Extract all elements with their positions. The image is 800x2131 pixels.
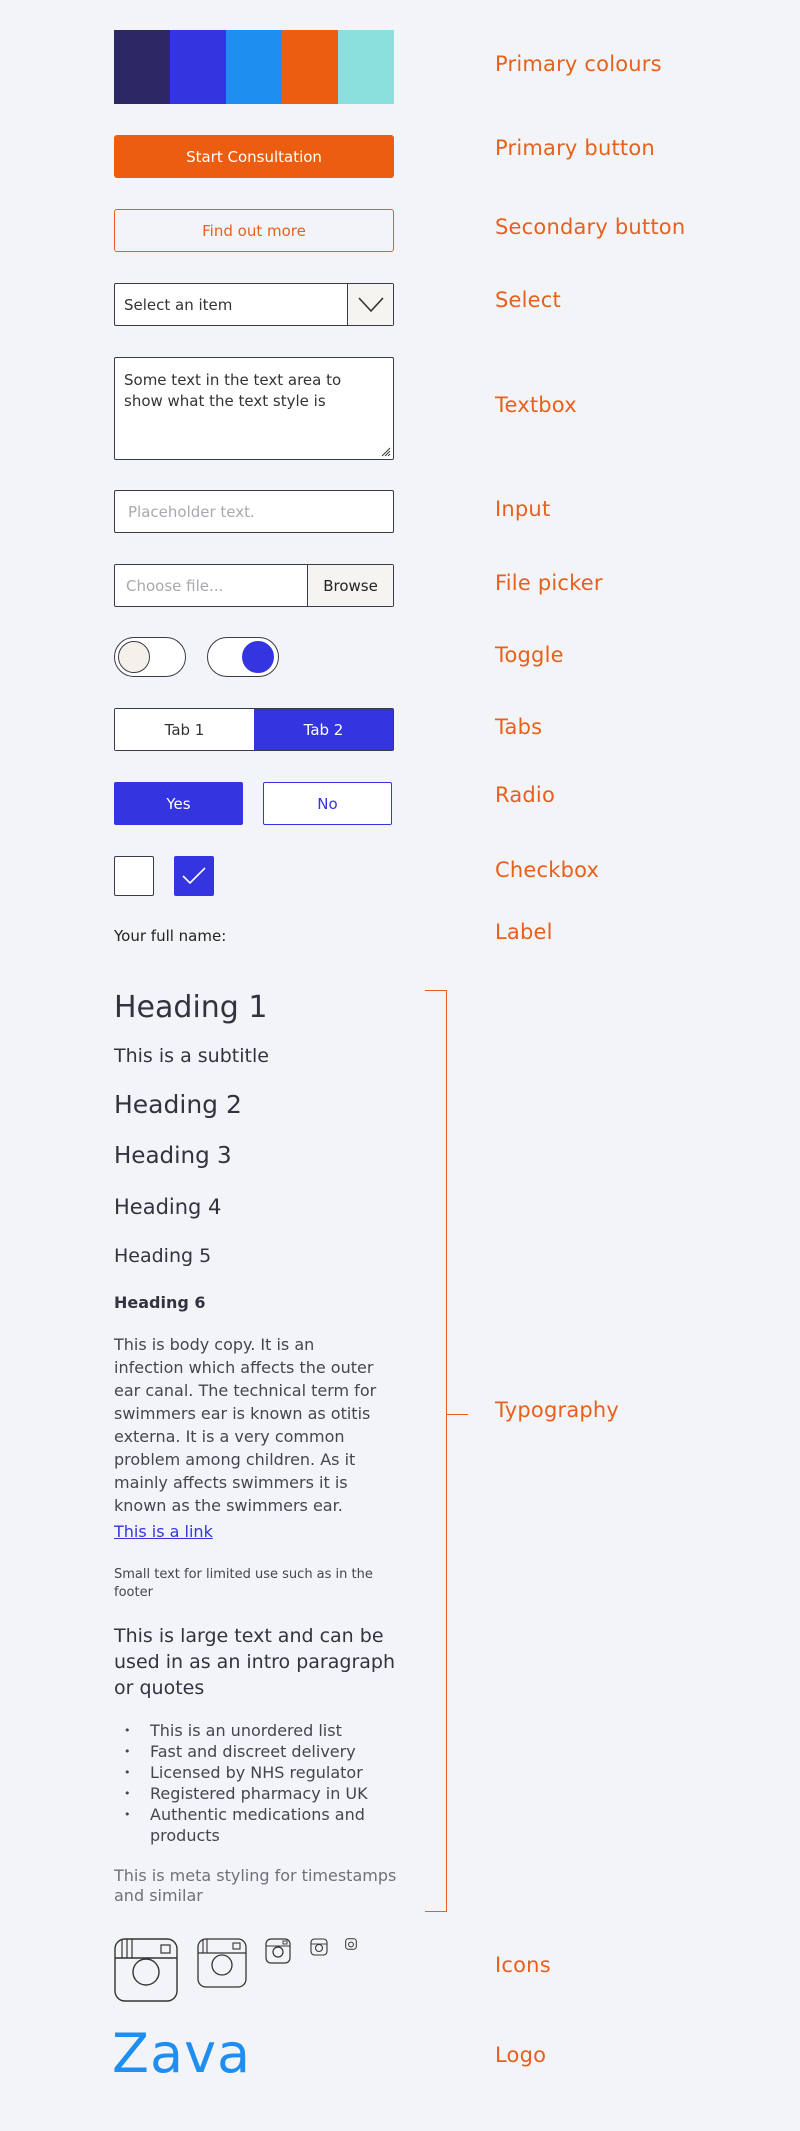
- zava-logo: Zava: [112, 2022, 252, 2085]
- sample-link[interactable]: This is a link: [114, 1522, 213, 1541]
- section-label-label: Label: [495, 920, 553, 944]
- checkmark-icon: [181, 866, 207, 886]
- instagram-icon: [345, 1938, 357, 1950]
- chevron-down-icon[interactable]: [347, 284, 393, 325]
- swatch-orange: [282, 30, 338, 104]
- section-label-select: Select: [495, 288, 561, 312]
- section-label-secondary-button: Secondary button: [495, 215, 686, 239]
- list-item: • Licensed by NHS regulator: [124, 1762, 384, 1783]
- section-label-icons: Icons: [495, 1953, 551, 1977]
- find-out-more-button[interactable]: Find out more: [114, 209, 394, 252]
- input-placeholder: Placeholder text.: [128, 502, 255, 521]
- toggle-on[interactable]: [207, 637, 279, 677]
- large-text: This is large text and can be used in as an intro paragraph or quotes: [114, 1625, 396, 1699]
- list-item: • Registered pharmacy in UK: [124, 1783, 384, 1804]
- section-label-typography: Typography: [495, 1398, 620, 1422]
- toggle-knob: [242, 641, 274, 673]
- file-picker[interactable]: [114, 564, 394, 607]
- instagram-icon: [197, 1938, 247, 1988]
- heading-3: Heading 3: [114, 1143, 232, 1169]
- swatch-blue: [226, 30, 282, 104]
- tab-2[interactable]: Tab 2: [254, 709, 393, 750]
- subtitle: This is a subtitle: [114, 1045, 269, 1067]
- typography-bracket: [425, 990, 447, 1912]
- unordered-list: [124, 1720, 384, 1846]
- heading-4: Heading 4: [114, 1195, 222, 1219]
- section-label-file-picker: File picker: [495, 571, 603, 595]
- instagram-icon: [265, 1938, 291, 1964]
- heading-1: Heading 1: [114, 990, 268, 1025]
- small-text: Small text for limited use such as in the footer: [114, 1567, 373, 1600]
- section-label-tabs: Tabs: [495, 715, 543, 739]
- heading-2: Heading 2: [114, 1090, 242, 1119]
- list-item: • Authentic medications and products: [124, 1804, 384, 1846]
- select-value: Select an item: [124, 295, 233, 314]
- section-label-primary-button: Primary button: [495, 136, 655, 160]
- section-label-radio: Radio: [495, 783, 556, 807]
- start-consultation-button[interactable]: Start Consultation: [114, 135, 394, 178]
- text-input[interactable]: [114, 490, 394, 533]
- heading-5: Heading 5: [114, 1245, 212, 1267]
- swatch-navy: [114, 30, 170, 104]
- file-picker-placeholder[interactable]: Choose file...: [126, 576, 224, 595]
- swatch-indigo: [170, 30, 226, 104]
- tab-1[interactable]: Tab 1: [115, 709, 254, 750]
- section-label-primary-colours: Primary colours: [495, 52, 662, 76]
- radio-no[interactable]: No: [263, 782, 392, 825]
- resize-grip-icon[interactable]: [381, 447, 391, 457]
- heading-6: Heading 6: [114, 1293, 206, 1312]
- section-label-toggle: Toggle: [495, 643, 564, 667]
- browse-button[interactable]: Browse: [307, 565, 393, 606]
- list-item: • This is an unordered list: [124, 1720, 384, 1741]
- body-copy: This is body copy. It is an infection which affects the outer ear canal. The technical term for swimmers ear is known as otitis externa. It is a very common problem among children. As it mainly affects swimmers it is known as the swimmers ear.: [114, 1335, 377, 1515]
- toggle-knob: [118, 641, 150, 673]
- section-label-checkbox: Checkbox: [495, 858, 600, 882]
- list-item: • Fast and discreet delivery: [124, 1741, 384, 1762]
- tab-bar: [114, 708, 394, 751]
- item-select[interactable]: [114, 283, 394, 326]
- radio-yes[interactable]: Yes: [114, 782, 243, 825]
- swatch-teal: [338, 30, 394, 104]
- section-label-input: Input: [495, 497, 551, 521]
- toggle-off[interactable]: [114, 637, 186, 677]
- typography-bracket-tick: [446, 1414, 468, 1415]
- checkbox-unchecked[interactable]: [114, 856, 154, 896]
- full-name-label: Your full name:: [114, 927, 227, 945]
- colour-swatches: [114, 30, 394, 104]
- instagram-icon: [114, 1938, 178, 2002]
- meta-text: This is meta styling for timestamps and similar: [114, 1866, 397, 1905]
- instagram-icon: [310, 1938, 328, 1956]
- text-area-value: Some text in the text area to show what the text style is: [124, 371, 342, 410]
- section-label-textbox: Textbox: [495, 393, 577, 417]
- checkbox-checked[interactable]: [174, 856, 214, 896]
- section-label-logo: Logo: [495, 2043, 547, 2067]
- text-area[interactable]: [114, 357, 394, 460]
